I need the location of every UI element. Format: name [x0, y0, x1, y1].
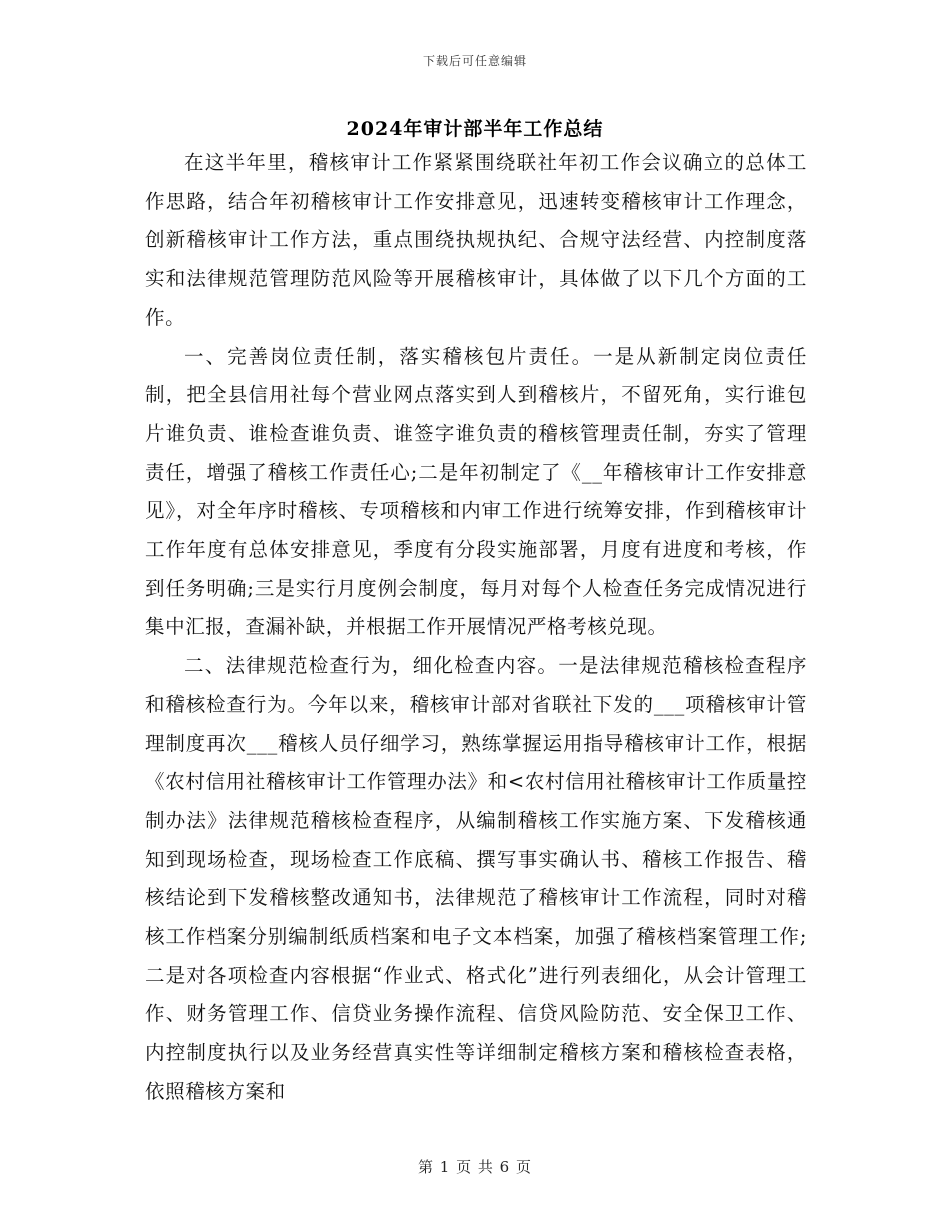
document-body	[145, 144, 807, 1112]
header-note: 下载后可任意编辑	[422, 54, 527, 68]
page-footer: 第 1 页 共 6 页	[418, 1158, 532, 1176]
paragraph-section-1: 一、完善岗位责任制，落实稽核包片责任。一是从新制定岗位责任制，把全县信用社每个营业网点落实到人到稽核片，不留死角，实行谁包片谁负责、谁检查谁负责、谁签字谁负责的稽核管理责任制，夯实了管理责任，增强了稽核工作责任心;二是年初制定了《__年稽核审计工作安排意见》，对全年序时稽核、专项稽核和内审工作进行统筹安排，作到稽核审计工作年度有总体安排意见，季度有分段实施部署，月度有进度和考核，作到任务明确;三是实行月度例会制度，每月对每个人检查任务完成情况进行集中汇报，查漏补缺，并根据工作开展情况严格考核兑现。	[145, 344, 807, 639]
paragraph-section-2: 二、法律规范检查行为，细化检查内容。一是法律规范稽核检查程序和稽核检查行为。今年以来，稽核审计部对省联社下发的___项稽核审计管理制度再次___稽核人员仔细学习，熟练掌握运用指导稽核审计工作，根据《农村信用社稽核审计工作管理办法》和<农村信用社稽核审计工作质量控制办法》法律规范稽核检查程序，从编制稽核工作实施方案、下发稽核通知到现场检查，现场检查工作底稿、撰写事实确认书、稽核工作报告、稽核结论到下发稽核整改通知书，法律规范了稽核审计工作流程，同时对稽核工作档案分别编制纸质档案和电子文本档案，加强了稽核档案管理工作;二是对各项检查内容根据“作业式、格式化”进行列表细化，从会计管理工作、财务管理工作、信贷业务操作流程、信贷风险防范、安全保卫工作、内控制度执行以及业务经营真实性等详细制定稽核方案和稽核检查表格，依照稽核方案和	[145, 654, 807, 1103]
document-title: 2024年审计部半年工作总结	[346, 118, 604, 140]
paragraph-intro: 在这半年里，稽核审计工作紧紧围绕联社年初工作会议确立的总体工作思路，结合年初稽核审计工作安排意见，迅速转变稽核审计工作理念，创新稽核审计工作方法，重点围绕执规执纪、合规守法经营、内控制度落实和法律规范管理防范风险等开展稽核审计，具体做了以下几个方面的工作。	[145, 151, 807, 329]
